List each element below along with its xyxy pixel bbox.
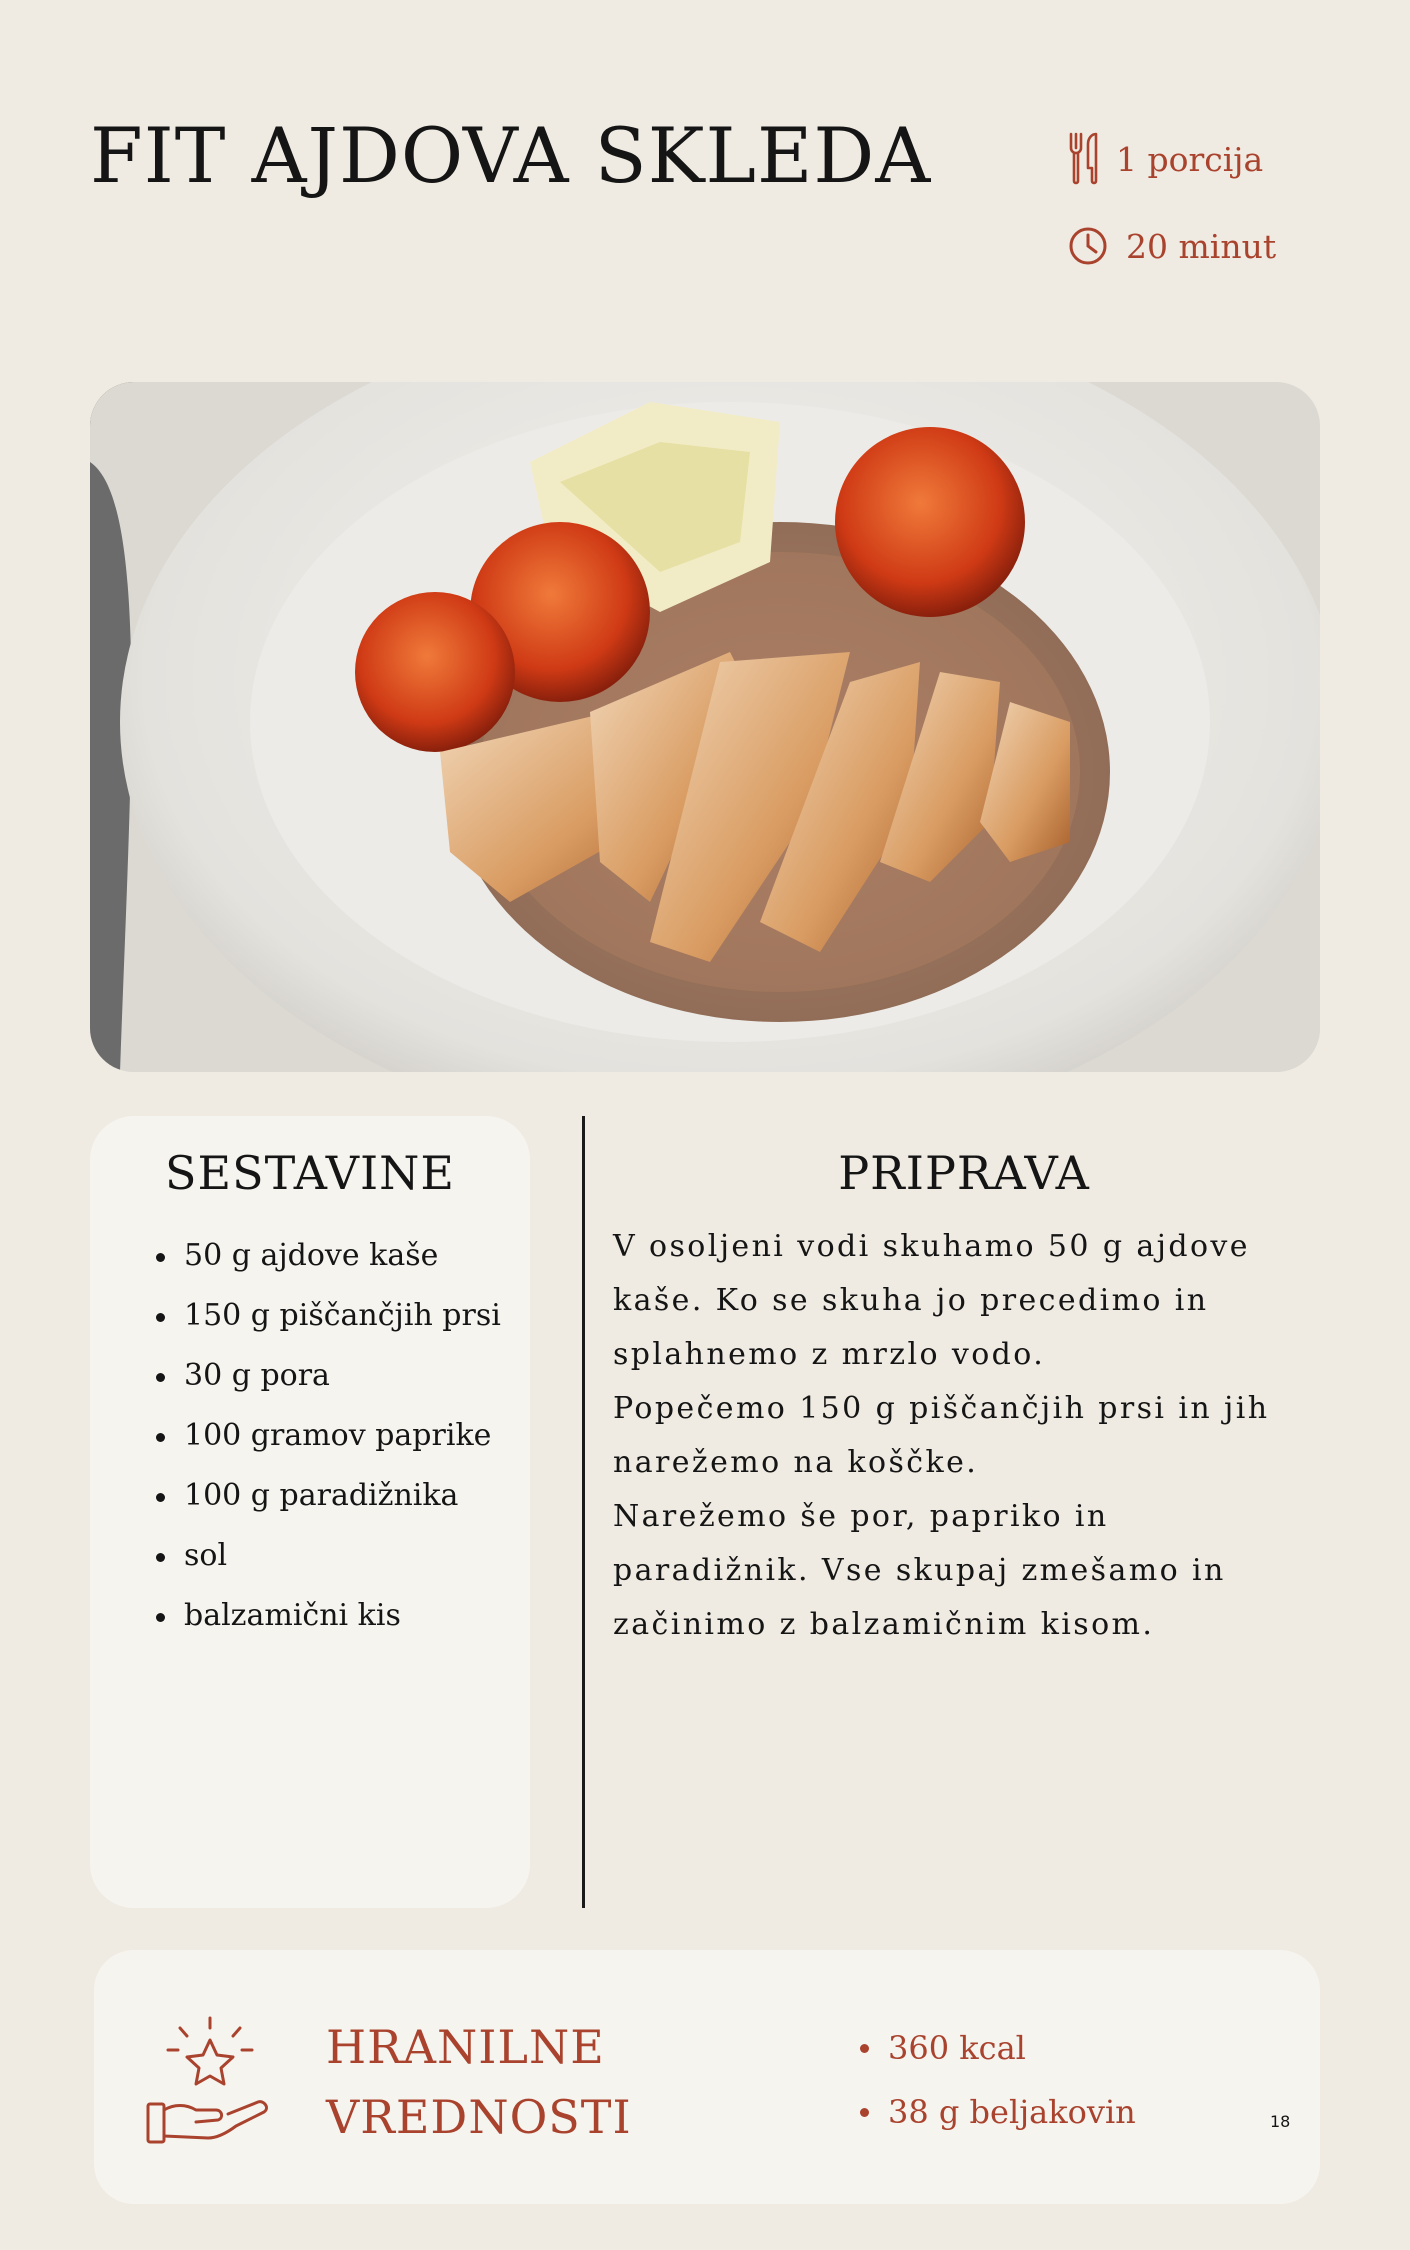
- time-text: 20 minut: [1126, 226, 1277, 266]
- clock-icon: [1068, 226, 1108, 266]
- ingredient-item: 30 g pora: [150, 1346, 510, 1406]
- preparation-step: V osoljeni vodi skuhamo 50 g ajdove kaše. Ko se skuha jo precedimo in splahnemo z mrzlo vodo.: [613, 1229, 1250, 1372]
- ingredients-card: [90, 1116, 530, 1908]
- hand-star-icon: [140, 2010, 280, 2150]
- nutrition-heading-line1: HRANILNE: [326, 2020, 605, 2074]
- ingredient-item: 100 g paradižnika: [150, 1466, 510, 1526]
- nutrition-heading-line2: VREDNOSTI: [326, 2090, 632, 2144]
- nutrition-list: [858, 2016, 1136, 2144]
- ingredient-item: 150 g piščančjih prsi: [150, 1286, 510, 1346]
- nutrition-item: 38 g beljakovin: [858, 2080, 1136, 2144]
- nutrition-heading: [326, 2012, 632, 2152]
- page-number: 18: [1270, 2112, 1291, 2131]
- fork-knife-icon: [1068, 132, 1098, 186]
- ingredient-item: balzamični kis: [150, 1586, 510, 1646]
- preparation-step: Popečemo 150 g piščančjih prsi in jih narežemo na koščke.: [613, 1391, 1270, 1480]
- time-info: [1068, 226, 1276, 266]
- nutrition-item: 360 kcal: [858, 2016, 1136, 2080]
- preparation-heading: PRIPRAVA: [838, 1146, 1090, 1200]
- nutrition-card: [94, 1950, 1320, 2204]
- portions-text: 1 porcija: [1116, 139, 1264, 179]
- ingredient-item: sol: [150, 1526, 510, 1586]
- ingredient-item: 50 g ajdove kaše: [150, 1226, 510, 1286]
- ingredient-item: 100 gramov paprike: [150, 1406, 510, 1466]
- portions-info: [1068, 132, 1263, 186]
- ingredients-heading: SESTAVINE: [165, 1146, 455, 1200]
- recipe-title: FIT AJDOVA SKLEDA: [90, 111, 932, 200]
- dish-illustration: [90, 382, 1320, 1072]
- ingredients-list: [150, 1226, 510, 1646]
- dish-photo: [90, 382, 1320, 1072]
- column-divider: [582, 1116, 585, 1908]
- preparation-text: [613, 1220, 1313, 1652]
- preparation-step: Narežemo še por, papriko in paradižnik. Vse skupaj zmešamo in začinimo z balzamičnim kisom.: [613, 1499, 1226, 1642]
